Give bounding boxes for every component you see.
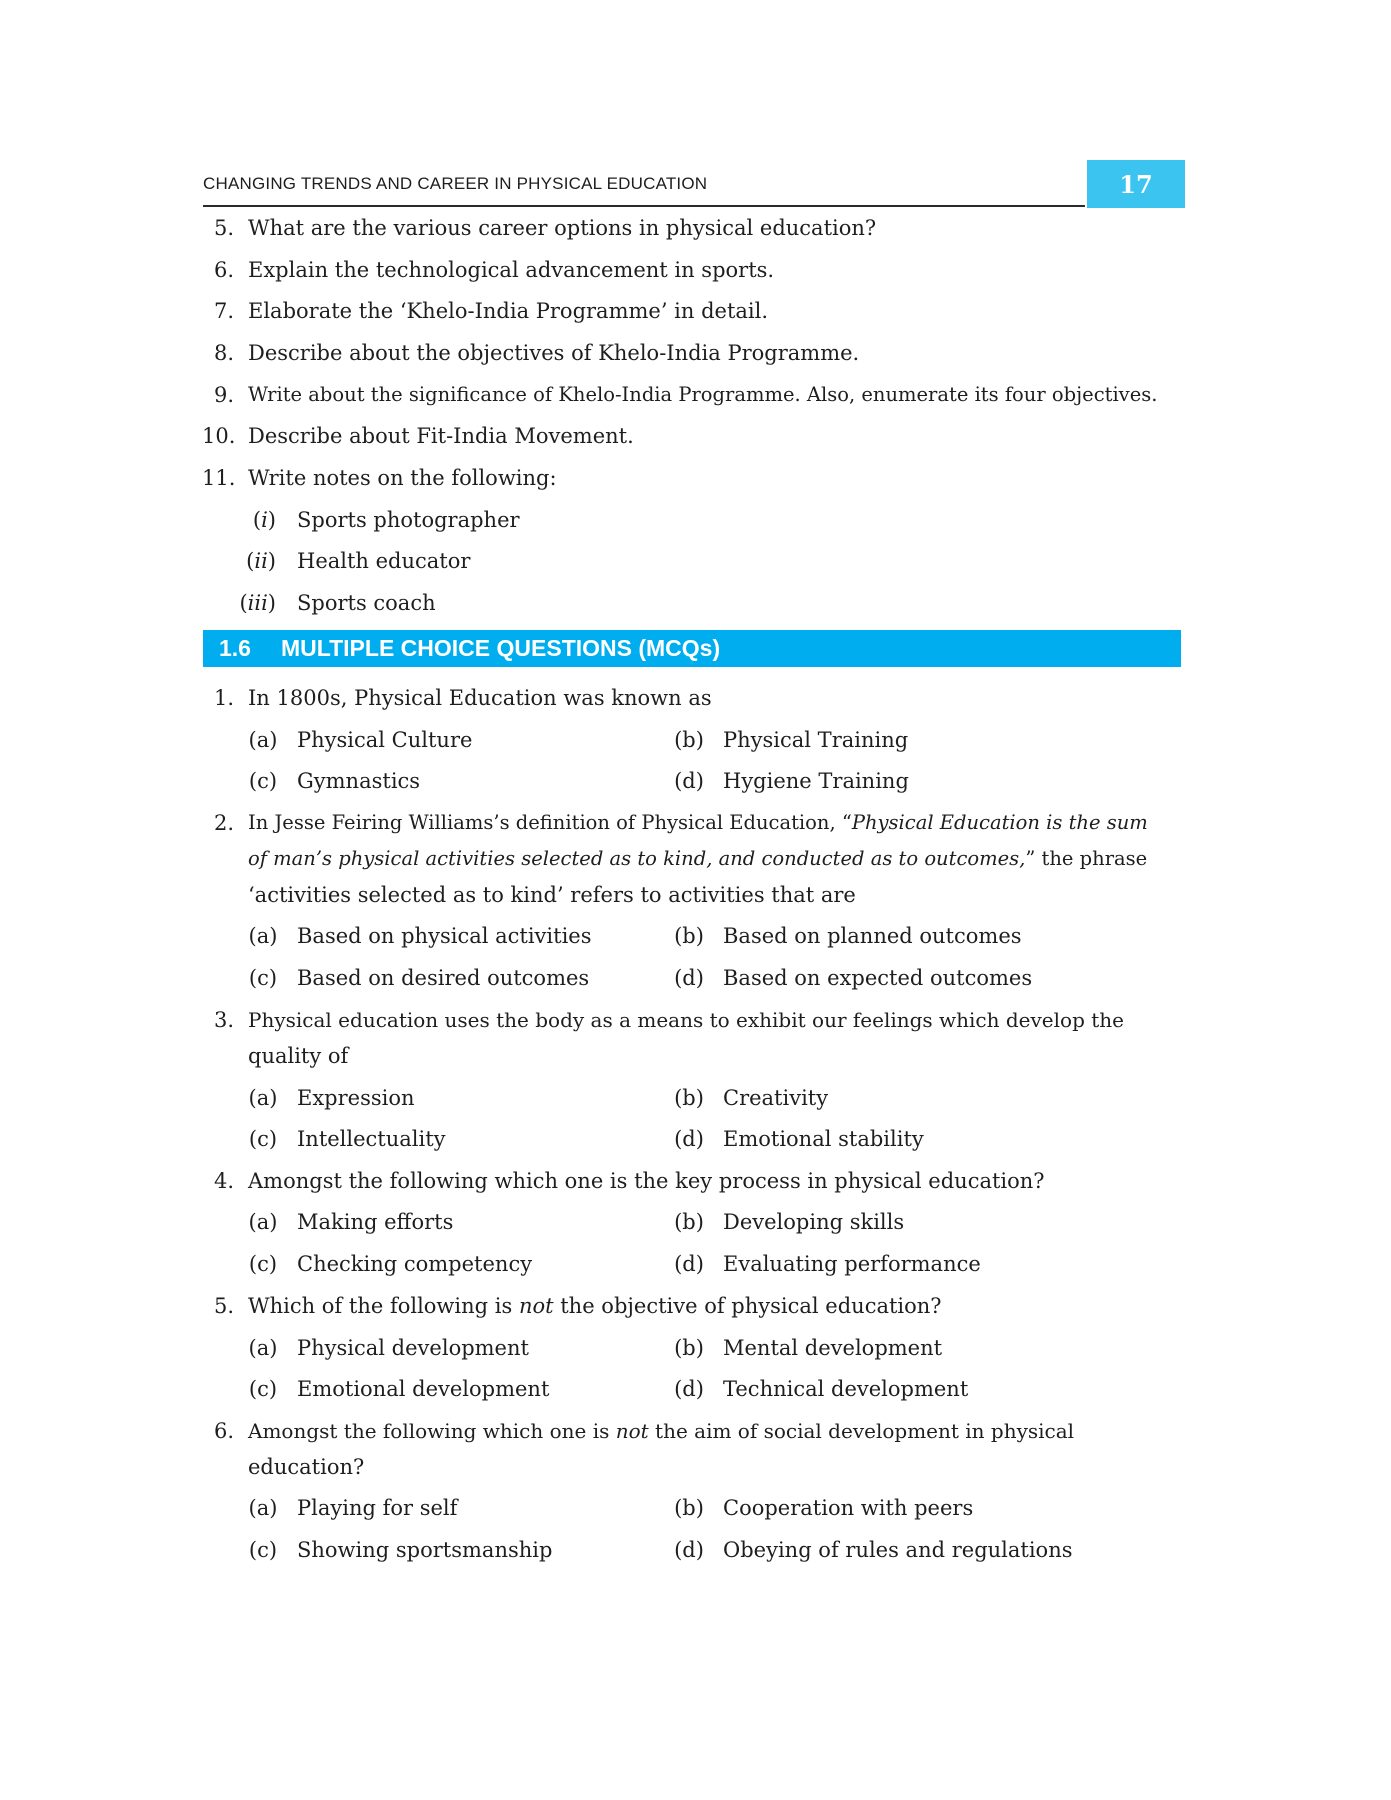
question-text: education? [248, 1455, 365, 1479]
option-text: Physical Training [723, 728, 909, 752]
option-text: Making efforts [297, 1210, 454, 1234]
option-letter: (d) [674, 1127, 704, 1151]
option-letter: (c) [248, 1127, 278, 1151]
option-text: Expression [297, 1086, 415, 1110]
option-letter: (d) [674, 966, 704, 990]
question-text: Amongst the following which one is the key process in physical education? [248, 1169, 1045, 1193]
question-text: ‘activities selected as to kind’ refers to activities that are [248, 883, 856, 907]
question-text: Describe about the objectives of Khelo-India Programme. [248, 341, 860, 365]
option-letter: (c) [248, 1252, 278, 1276]
option-text: Intellectuality [297, 1127, 446, 1151]
page-number: 17 [1087, 160, 1185, 208]
option-text: Cooperation with peers [723, 1496, 974, 1520]
question-number: 5. [213, 1294, 234, 1318]
option-letter: (a) [248, 1496, 278, 1520]
section-number: 1.6 [219, 635, 251, 661]
question-number: 9. [213, 383, 234, 407]
question-number: 5. [213, 216, 234, 240]
option-letter: (a) [248, 924, 278, 948]
question-text: Write notes on the following: [248, 466, 557, 490]
sub-item-number: (ii) [246, 549, 276, 573]
question-number: 11. [202, 466, 236, 490]
question-number: 10. [202, 424, 236, 448]
option-letter: (c) [248, 1377, 278, 1401]
question-text: Elaborate the ‘Khelo-India Programme’ in detail. [248, 299, 769, 323]
sub-item-number: (i) [252, 508, 276, 532]
option-text: Showing sportsmanship [297, 1538, 553, 1562]
option-text: Physical Culture [297, 728, 473, 752]
question-text: Which of the following is not the objective of physical education? [248, 1294, 942, 1318]
option-letter: (d) [674, 1538, 704, 1562]
question-text: Write about the significance of Khelo-India Programme. Also, enumerate its four objectives. [248, 383, 1158, 406]
option-letter: (b) [674, 1086, 704, 1110]
question-text: In Jesse Feiring Williams’s definition of Physical Education, “Physical Education is the sum [248, 811, 1148, 834]
question-text: In 1800s, Physical Education was known as [248, 686, 712, 710]
option-letter: (c) [248, 769, 278, 793]
question-text: Physical education uses the body as a means to exhibit our feelings which develop the [248, 1008, 1124, 1032]
sub-item-text: Sports photographer [297, 508, 520, 532]
option-letter: (b) [674, 1336, 704, 1360]
question-number: 3. [213, 1008, 234, 1032]
option-text: Playing for self [297, 1496, 458, 1520]
question-number: 7. [213, 299, 234, 323]
question-text: of man’s physical activities selected as to kind, and conducted as to outcomes,” the phrase [248, 847, 1148, 870]
option-text: Mental development [723, 1336, 943, 1360]
question-text: quality of [248, 1044, 349, 1068]
question-number: 8. [213, 341, 234, 365]
option-letter: (a) [248, 1086, 278, 1110]
section-title: MULTIPLE CHOICE QUESTIONS (MCQs) [281, 635, 721, 661]
option-text: Emotional development [297, 1377, 550, 1401]
option-text: Based on physical activities [297, 924, 592, 948]
option-letter: (b) [674, 1496, 704, 1520]
option-letter: (c) [248, 966, 278, 990]
option-text: Gymnastics [297, 769, 421, 793]
section-heading [203, 630, 1181, 667]
option-letter: (a) [248, 1336, 278, 1360]
option-text: Physical development [297, 1336, 529, 1360]
running-header: CHANGING TRENDS AND CAREER IN PHYSICAL EDUCATION [203, 174, 708, 193]
question-number: 6. [213, 258, 234, 282]
option-text: Developing skills [723, 1210, 905, 1234]
question-number: 4. [213, 1169, 234, 1193]
question-number: 2. [213, 811, 234, 835]
sub-item-text: Health educator [297, 549, 471, 573]
option-text: Obeying of rules and regulations [723, 1538, 1073, 1562]
option-letter: (b) [674, 924, 704, 948]
option-letter: (b) [674, 728, 704, 752]
question-text: Explain the technological advancement in sports. [248, 258, 775, 282]
sub-item-text: Sports coach [297, 591, 436, 615]
option-text: Creativity [723, 1086, 829, 1110]
question-number: 1. [213, 686, 234, 710]
option-text: Evaluating performance [723, 1252, 981, 1276]
option-text: Hygiene Training [723, 769, 909, 793]
option-letter: (d) [674, 1377, 704, 1401]
option-letter: (a) [248, 728, 278, 752]
option-letter: (d) [674, 1252, 704, 1276]
option-letter: (d) [674, 769, 704, 793]
option-text: Based on desired outcomes [297, 966, 590, 990]
option-text: Checking competency [297, 1252, 533, 1276]
question-text: Describe about Fit-India Movement. [248, 424, 634, 448]
option-text: Based on planned outcomes [723, 924, 1022, 948]
option-text: Emotional stability [723, 1127, 924, 1151]
option-letter: (b) [674, 1210, 704, 1234]
option-text: Technical development [723, 1377, 969, 1401]
option-letter: (c) [248, 1538, 278, 1562]
question-number: 6. [213, 1419, 234, 1443]
question-text: What are the various career options in physical education? [248, 216, 877, 240]
header-rule [203, 205, 1085, 207]
option-letter: (a) [248, 1210, 278, 1234]
sub-item-number: (iii) [239, 591, 276, 615]
question-text: Amongst the following which one is not the aim of social development in physical [248, 1419, 1075, 1443]
option-text: Based on expected outcomes [723, 966, 1033, 990]
